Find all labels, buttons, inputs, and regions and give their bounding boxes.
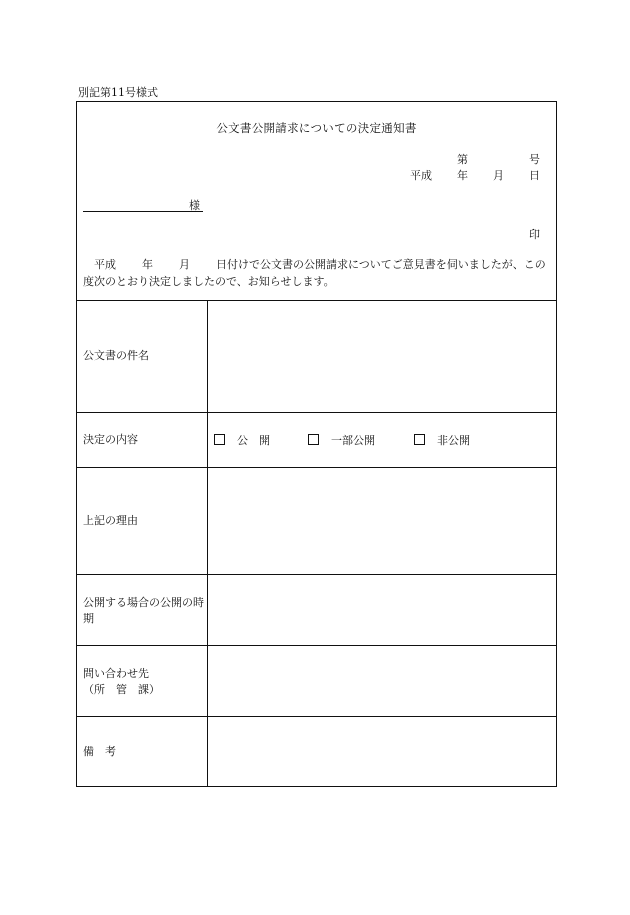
option-nonpublic[interactable]	[414, 432, 470, 448]
doc-number-suffix: 号	[529, 153, 540, 166]
row-timing	[77, 574, 556, 646]
row-label-contact: 問い合わせ先 （所 管 課）	[83, 667, 160, 696]
option-partial[interactable]	[308, 432, 375, 448]
option-public[interactable]	[214, 432, 270, 448]
option-public-label: 公 開	[237, 434, 270, 447]
option-nonpublic-label: 非公開	[437, 434, 470, 447]
date-month: 月	[493, 169, 504, 182]
notice-body	[83, 256, 553, 290]
row-decision	[77, 412, 556, 468]
row-reason	[77, 467, 556, 575]
body-year: 年	[142, 258, 153, 271]
row-label-decision: 決定の内容	[83, 433, 138, 446]
date-year: 年	[457, 169, 468, 182]
form-title: 公文書公開請求についての決定通知書	[216, 121, 417, 135]
header-block	[77, 102, 556, 300]
doc-number-prefix: 第	[457, 153, 468, 166]
row-label-timing: 公開する場合の公開の時期	[83, 596, 204, 625]
addressee-suffix: 様	[189, 199, 200, 212]
row-label-reason: 上記の理由	[83, 514, 138, 527]
row-remarks	[77, 716, 556, 787]
body-text: 日付けで公文書の公開請求についてご意見書を伺いましたが、この度次のとおり決定しましたので、お知らせします。	[83, 258, 546, 288]
checkbox-nonpublic[interactable]	[414, 434, 425, 445]
checkbox-partial[interactable]	[308, 434, 319, 445]
option-partial-label: 一部公開	[331, 434, 375, 447]
row-subject	[77, 300, 556, 413]
checkbox-public[interactable]	[214, 434, 225, 445]
row-label-remarks: 備 考	[83, 745, 116, 758]
row-label-subject: 公文書の件名	[83, 349, 149, 362]
body-era: 平成	[94, 258, 116, 271]
addressee-line	[83, 197, 203, 212]
notice-form	[76, 101, 557, 787]
date-era: 平成	[410, 169, 432, 182]
seal-mark: 印	[529, 228, 540, 241]
body-month: 月	[179, 258, 190, 271]
row-contact	[77, 645, 556, 717]
date-day: 日	[529, 169, 540, 182]
form-number: 別記第11号様式	[78, 86, 158, 99]
